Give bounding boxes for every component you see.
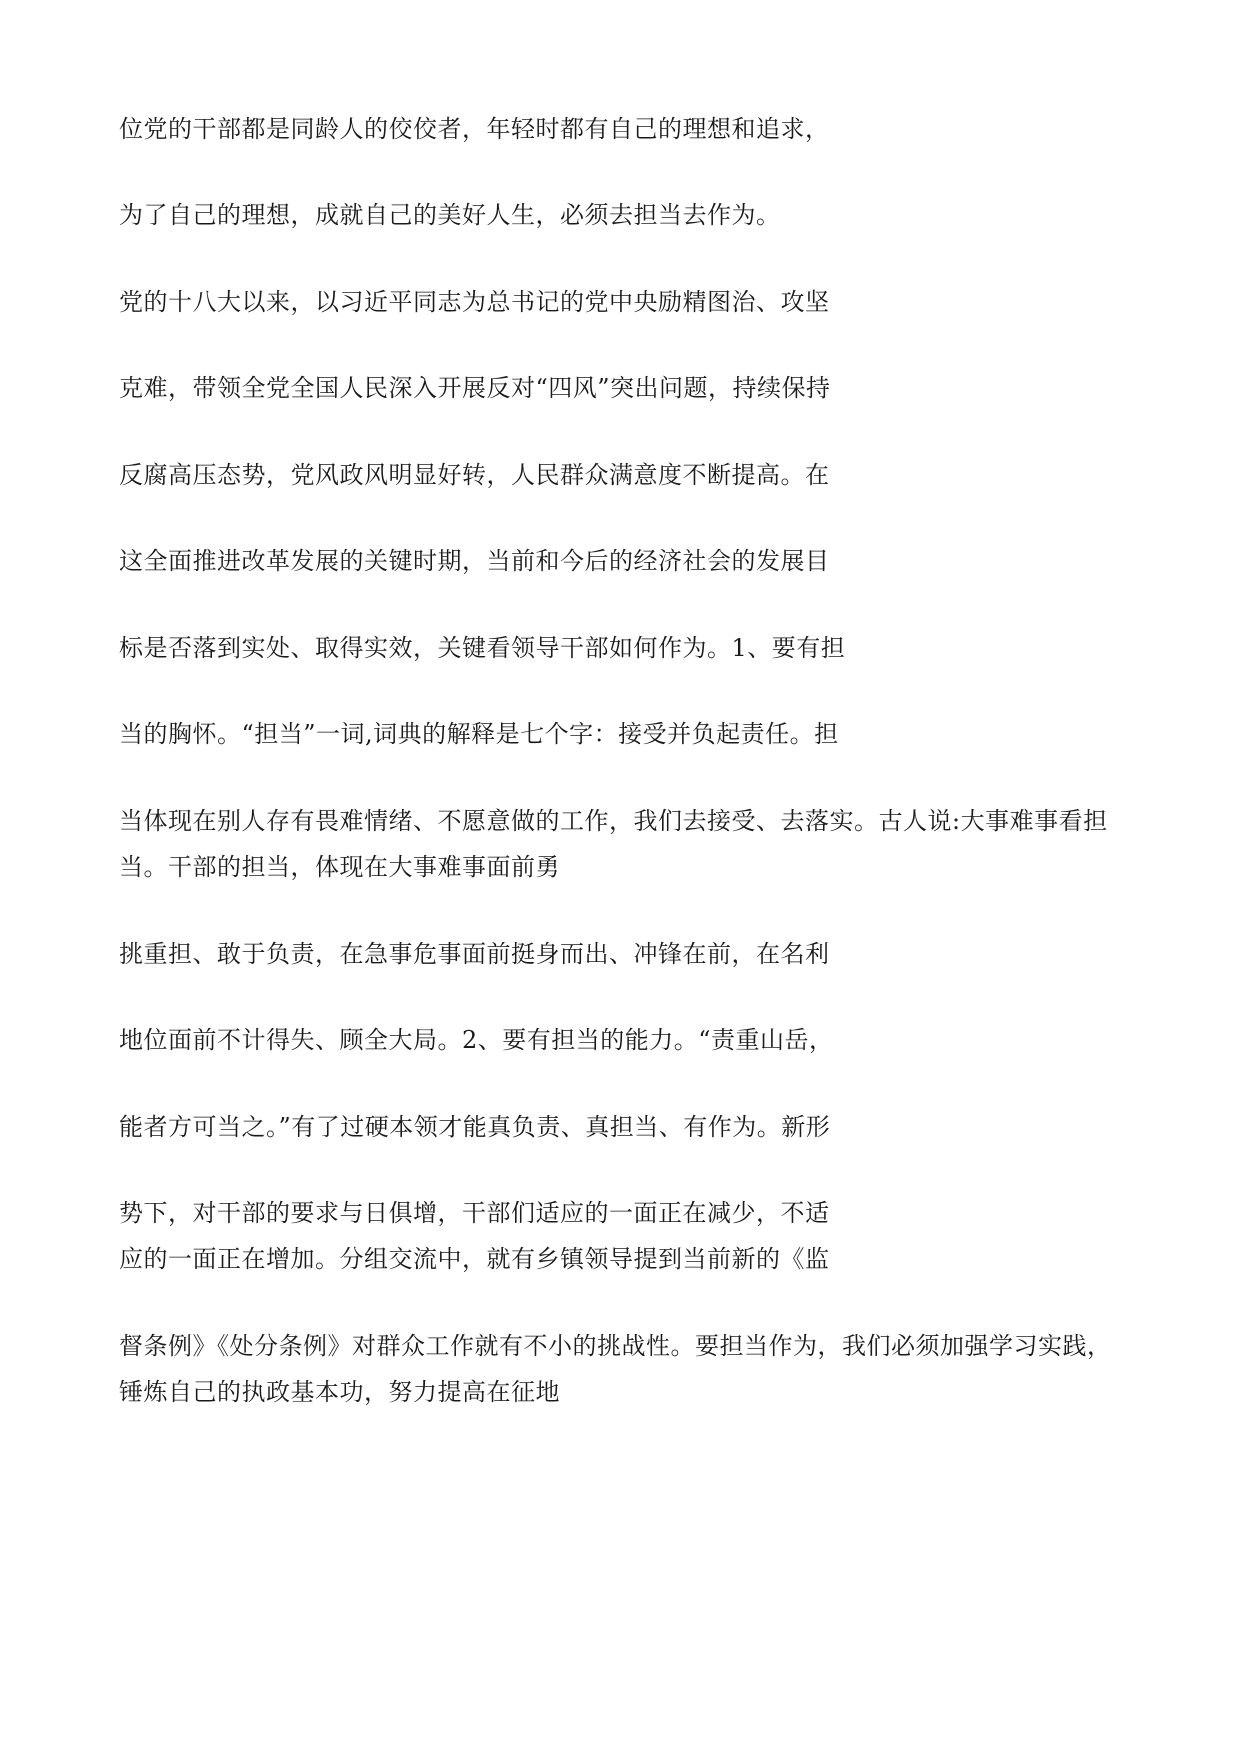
text-line: 位党的干部都是同龄人的佼佼者，年轻时都有自己的理想和追求， xyxy=(119,115,830,143)
text-line: 地位面前不计得失、顾全大局。2、要有担当的能力。“责重山岳， xyxy=(119,1026,834,1054)
text-line: 督条例》《处分条例》对群众工作就有不小的挑战性。要担当作为，我们必须加强学习实践， xyxy=(119,1332,1112,1360)
text-line: 锤炼自己的执政基本功，努力提高在征地 xyxy=(119,1378,560,1406)
text-line: 标是否落到实处、取得实效，关键看领导干部如何作为。1、要有担 xyxy=(119,634,846,662)
text-line: 当的胸怀。“担当”一词,词典的解释是七个字：接受并负起责任。担 xyxy=(119,720,839,748)
text-line: 当体现在别人存有畏难情绪、不愿意做的工作，我们去接受、去落实。古人说:大事难事看担 xyxy=(119,807,1108,835)
text-line: 能者方可当之。”有了过硬本领才能真负责、真担当、有作为。新形 xyxy=(119,1113,831,1141)
text-line: 势下，对干部的要求与日俱增，干部们适应的一面正在减少，不适 xyxy=(119,1199,830,1227)
text-line: 克难，带领全党全国人民深入开展反对“四风”突出问题，持续保持 xyxy=(119,374,831,402)
text-line: 党的十八大以来，以习近平同志为总书记的党中央励精图治、攻坚 xyxy=(119,288,830,316)
text-line: 当。干部的担当，体现在大事难事面前勇 xyxy=(119,853,560,881)
text-line: 反腐高压态势，党风政风明显好转，人民群众满意度不断提高。在 xyxy=(119,461,830,489)
text-line: 这全面推进改革发展的关键时期，当前和今后的经济社会的发展目 xyxy=(119,547,830,575)
text-line: 应的一面正在增加。分组交流中，就有乡镇领导提到当前新的《监 xyxy=(119,1245,830,1273)
text-line: 挑重担、敢于负责，在急事危事面前挺身而出、冲锋在前，在名利 xyxy=(119,940,830,968)
text-line: 为了自己的理想，成就自己的美好人生，必须去担当去作为。 xyxy=(119,201,781,229)
